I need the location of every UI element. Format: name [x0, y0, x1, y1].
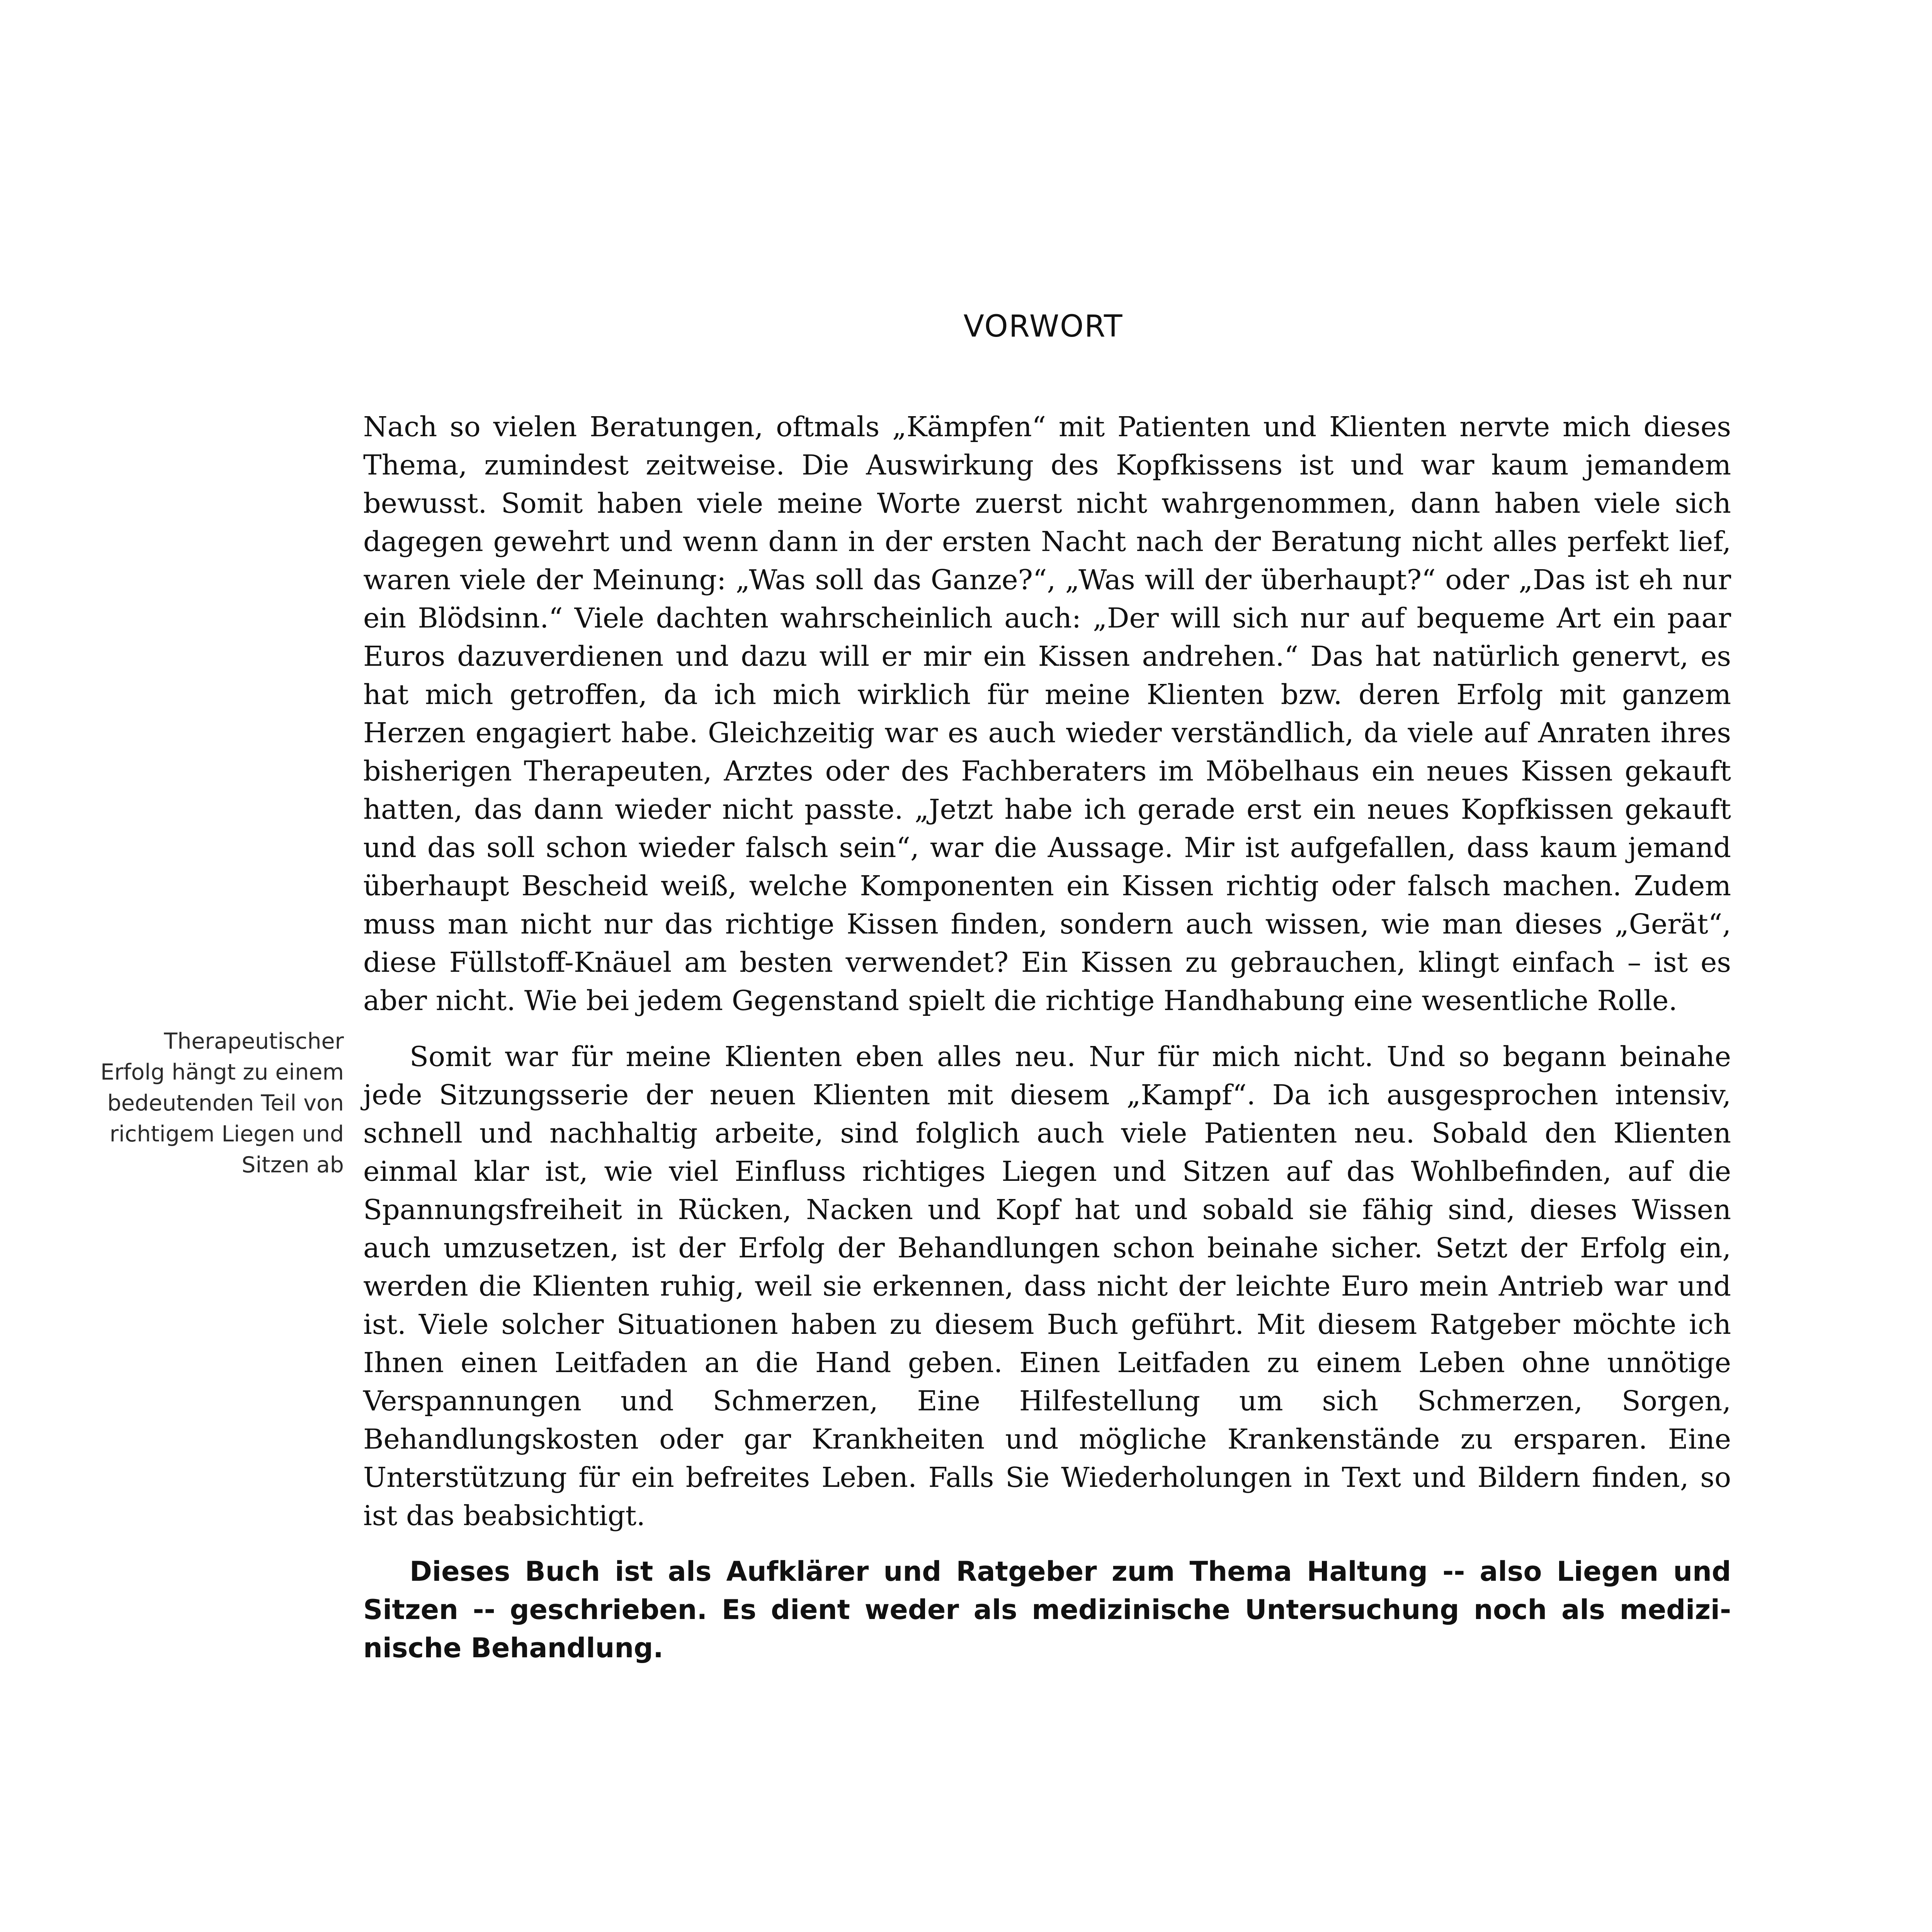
- paragraph-2: Somit war für meine Klienten eben alles neu. Nur für mich nicht. Und so begann beinahe jede Sitzungsserie der neuen Klienten mit diesem „Kampf“. Da ich ausgesprochen intensiv, schnell und nachhaltig arbeite, sind folglich auch viele Patienten neu. Sobald den Klienten einmal klar ist, wie viel Einfluss richtiges Liegen und Sitzen auf das Wohlbefinden, auf die Spannungsfreiheit in Rücken, Nacken und Kopf hat und sobald sie fähig sind, dieses Wissen auch umzusetzen, ist der Erfolg der Behandlungen schon beinahe sicher. Setzt der Erfolg ein, werden die Klienten ruhig, weil sie erkennen, dass nicht der leichte Euro mein Antrieb war und ist. Viele solcher Situationen haben zu diesem Buch geführt. Mit diesem Ratgeber möchte ich Ihnen einen Leitfaden an die Hand geben. Einen Leitfaden zu einem Leben ohne unnötige Verspannungen und Schmerzen, Eine Hilfestellung um sich Schmerzen, Sorgen, Behandlungskosten oder gar Krankheiten und mögliche Krankenstände zu ersparen. Eine Unterstützung für ein befreites Leben. Falls Sie Wiederholungen in Text und Bildern finden, so ist das beabsichtigt.: [363, 1041, 1731, 1532]
- margin-note: Therapeutischer Erfolg hängt zu einem bedeutenden Teil von richtigem Liegen und Sitzen ab: [100, 1029, 344, 1178]
- body-text: [363, 408, 1731, 1667]
- paragraph-1: Nach so vielen Beratungen, oftmals „Kämpfen“ mit Patienten und Klienten nervte mich dieses Thema, zumindest zeitweise. Die Auswirkung des Kopfkissens ist und war kaum jemandem bewusst. Somit haben viele meine Worte zuerst nicht wahrgenommen, dann haben viele sich dagegen gewehrt und wenn dann in der ersten Nacht nach der Beratung nicht alles perfekt lief, waren viele der Meinung: „Was soll das Ganze?“, „Was will der überhaupt?“ oder „Das ist eh nur ein Blödsinn.“ Viele dachten wahrscheinlich auch: „Der will sich nur auf bequeme Art ein paar Euros dazuverdienen und dazu will er mir ein Kissen andrehen.“ Das hat natürlich genervt, es hat mich getroffen, da ich mich wirklich für meine Klienten bzw. deren Erfolg mit ganzem Herzen engagiert habe. Gleichzeitig war es auch wieder verständlich, da viele auf Anraten ihres bisherigen Therapeuten, Arztes oder des Fachberaters im Möbelhaus ein neues Kissen gekauft hatten, das dann wieder nicht passte. „Jetzt habe ich gerade erst ein neues Kopfkissen gekauft und das soll schon wieder falsch sein“, war die Aussage. Mir ist aufgefallen, dass kaum jemand überhaupt Bescheid weiß, welche Komponenten ein Kissen richtig oder falsch machen. Zudem muss man nicht nur das richtige Kissen finden, sondern auch wissen, wie man dieses „Gerät“, diese Füllstoff-Knäuel am besten verwendet? Ein Kissen zu gebrauchen, klingt einfach – ist es aber nicht. Wie bei jedem Gegenstand spielt die richtige Handhabung eine wesentliche Rolle.: [363, 411, 1731, 1017]
- chapter-title: VORWORT: [963, 309, 1123, 344]
- disclaimer-paragraph: Dieses Buch ist als Aufklärer und Ratgeber zum Thema Haltung -- also Liegen und Sitzen -- geschrieben. Es dient weder als medizinische Untersuchung noch als medizinische Behandlung.: [363, 1556, 1731, 1664]
